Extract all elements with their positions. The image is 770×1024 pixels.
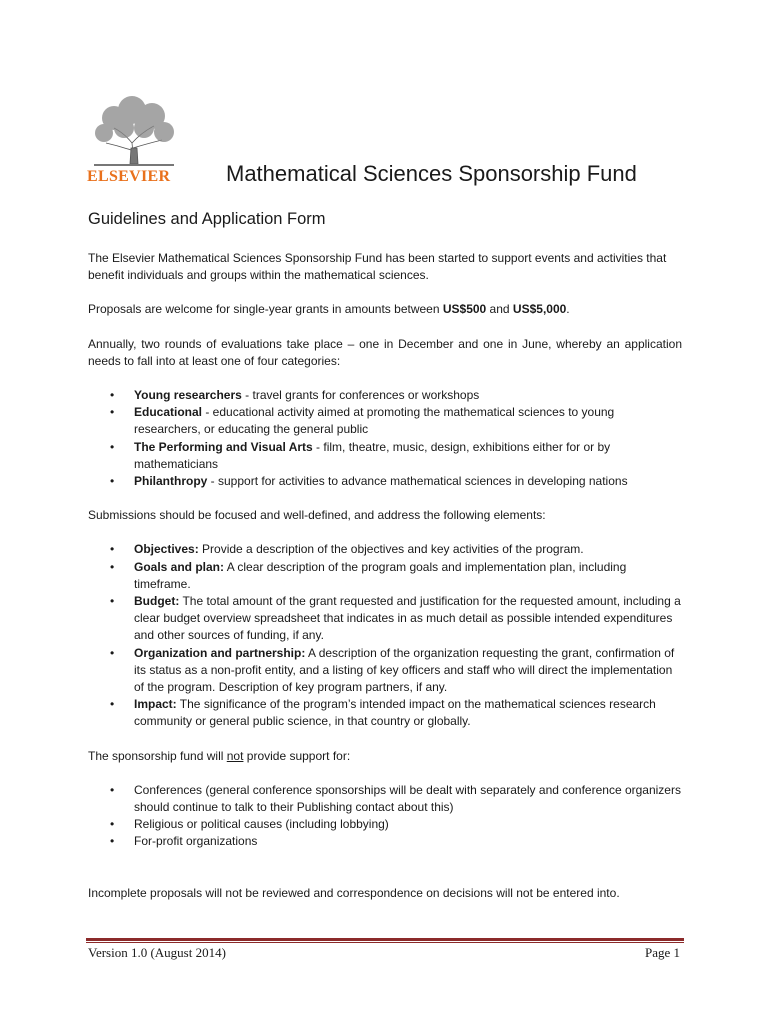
list-item: • Budget: The total amount of the grant requested and justification for the requested amount, including a clear budget overview spreadsheet that indicates in as much detail as possible intended expenditures and other sources of funding, if any. [134,593,682,645]
max-amount: US$5,000 [512,302,567,317]
footer-rule [86,938,684,941]
list-item: • The Performing and Visual Arts - film, theatre, music, design, exhibitions either for or by mathematicians [134,439,682,473]
elements-list [88,541,682,730]
document-title: Mathematical Sciences Sponsorship Fund [226,161,637,186]
min-amount: US$500 [442,302,487,317]
document-body [88,250,682,902]
footer-version: Version 1.0 (August 2014) [88,945,226,960]
list-item: • Impact: The significance of the program’s intended impact on the mathematical sciences research community or general public science, in that country or globally. [134,696,682,730]
list-item: • Goals and plan: A clear description of the program goals and implementation plan, including timeframe. [134,559,682,593]
list-item: • Educational - educational activity aimed at promoting the mathematical sciences to young researchers, or educating the general public [134,404,682,438]
list-item: • Organization and partnership: A description of the organization requesting the grant, confirmation of its status as a non-profit entity, and a listing of key officers and staff who will direct the implementation of the program. Description of key program partners, if any. [134,645,682,697]
intro-paragraph: The Elsevier Mathematical Sciences Sponsorship Fund has been started to support events and activities that benefit individuals and groups within the mathematical sciences. [88,251,667,283]
not-support-paragraph: The sponsorship fund will not provide support for: [88,748,351,763]
footer-rule-thin [86,942,684,943]
categories-list [88,387,682,490]
elsevier-wordmark: ELSEVIER [87,168,171,185]
closing-paragraph: Incomplete proposals will not be reviewed and correspondence on decisions will not be entered into. [88,885,620,900]
list-item: • Philanthropy - support for activities to advance mathematical sciences in developing nations [134,473,682,490]
proposals-paragraph: Proposals are welcome for single-year grants in amounts between US$500 and US$5,000. [88,302,570,317]
list-item: • Young researchers - travel grants for conferences or workshops [134,387,682,404]
exclusions-list [88,782,682,851]
footer-page-number: Page 1 [644,945,680,960]
list-item: • Conferences (general conference sponsorships will be dealt with separately and conference organizers should continue to talk to their Publishing contact about this) [134,782,682,816]
rounds-paragraph: Annually, two rounds of evaluations take place – one in December and one in June, whereby an application needs to fall into at least one of four categories: [88,336,682,368]
list-item: • For-profit organizations [134,833,682,850]
list-item: • Religious or political causes (including lobbying) [134,816,682,833]
list-item: • Objectives: Provide a description of the objectives and key activities of the program. [134,541,682,558]
submissions-paragraph: Submissions should be focused and well-defined, and address the following elements: [88,508,546,523]
document-subtitle: Guidelines and Application Form [88,210,326,228]
